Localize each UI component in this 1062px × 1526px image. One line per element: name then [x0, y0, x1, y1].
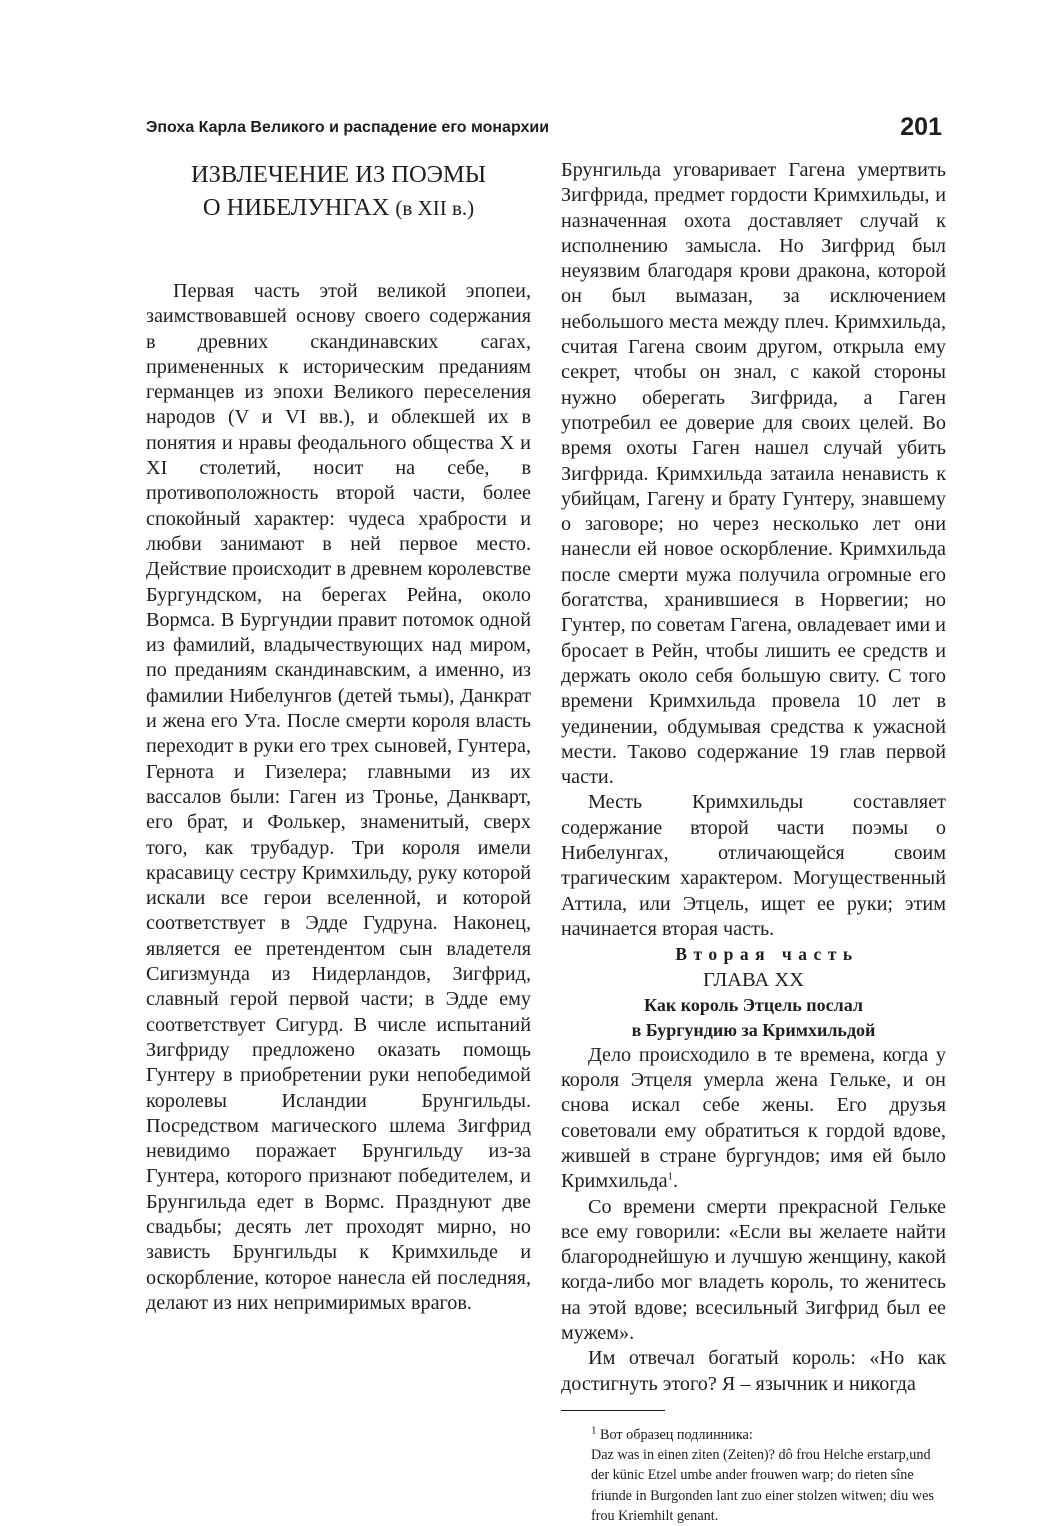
chapter-title-line1: Как король Этцель послал [644, 994, 863, 1015]
article-title-date: (в XII в.) [395, 196, 475, 220]
running-head-title: Эпоха Карла Великого и распадение его монархии [146, 119, 550, 136]
footnote-number: 1 [591, 1424, 597, 1437]
footnote-intro [591, 1425, 946, 1445]
chapter-paragraph-1-end: . [673, 1170, 679, 1193]
intro-paragraph-2: Месть Кримхильды составляет содержание второй части поэмы о Нибелунгах, отличающейся своим трагическим характером. Могущественный Аттила, или Этцель, ищет ее руки; этим начинается вторая часть. [561, 791, 946, 940]
article-title [146, 158, 531, 225]
article-title-line2: О НИБЕЛУНГАХ [202, 194, 390, 221]
chapter-label: ГЛАВА XX [703, 968, 804, 991]
footnote-intro-text: Вот образец подлинника: [600, 1426, 753, 1443]
running-head [146, 113, 942, 146]
page-number: 201 [900, 113, 942, 141]
intro-paragraph-1-part-a: Первая часть этой великой эпопеи, заимствовавшей основу своего содержания в древних скандинавских сагах, примененных к историческим преданиям германцев из эпохи Великого переселения народов (V и VI вв.), и облекшей их в понятия и нравы феодального общества X и XI столетий, носит на себе, в противоположность второй части, более спокойный характер: чудеса храбрости и любви занимают в ней первое место. Действие происходит в древнем королевстве Бургундском, на берегах Рейна, около Вормса. В Бургундии правит потомок одной из фамилий, владычествующих над миром, по преданиям скандинавским, а именно, из фамилии Нибелунгов (детей тьмы), Данкрат и жена его Ута. После смерти короля власть переходит в руки его трех сыновей, Гунтера, Гернота и Гизелера; главными из их вассалов были: Гаген из Тронье, Данкварт, его брат, и Фолькер, знаменитый, сверх того, как трубадур. Три короля имели красавицу сестру Кримхильду, руку которой искали все герои вселенной, и которой соответствует в Эдде Гудруна. Наконец, является ее претендентом сын владетеля Сигизмунда из Нидерландов, Зигфрид, славный герой первой части; в Эдде ему соответствует Сигурд. В числе испытаний Зигфриду предложено оказать помощь Гунтеру в приобретении руки непобедимой королевы Исландии Брунгильды. Посредством магического шлема Зигфрид невидимо поражает Брунгильду из-за Гунтера, которого признают победителем, и Брунгильда едет в Вормс. Празднуют две свадьбы; десять лет проходят мирно, но зависть Брунгильды к Кримхильде и оскорбление, которое нанесла ей последняя, делают из них непримиримых врагов. [146, 280, 531, 1314]
footnote-text: Daz was in einen ziten (Zeiten)? dô frou Helche erstarp,und der künic Etzel umbe ander frouwen warp; do rieten sîne friunde in Burgonden lant zuo einer stolzen witwen; diu wes frou Kriemhilt genant. [591, 1447, 934, 1524]
chapter-paragraph-1 [561, 1043, 946, 1195]
part-label: Вторая часть [675, 944, 859, 965]
chapter-paragraph-3: Им отвечал богатый король: «Но как достигнуть этого? Я – язычник и никогда [561, 1347, 946, 1395]
chapter-paragraph-2: Со времени смерти прекрасной Гельке все ему говорили: «Если вы желаете найти благороднейшую и лучшую женщину, какой когда-либо мог владеть король, то женитесь на этой вдове; всесильный Зигфрид был ее мужем». [561, 1195, 946, 1345]
chapter-title-line2: в Бургундию за Кримхильдой [631, 1019, 876, 1040]
footnote [561, 1425, 946, 1526]
intro-paragraph-1-part-b: Брунгильда уговаривает Гагена умертвить Зигфрида, предмет гордости Кримхильды, и назначенная охота доставляет случай к исполнению замысла. Но Зигфрид был неуязвим благодаря крови дракона, которой он был вымазан, за исключением небольшого места между плеч. Кримхильда, считая Гагена своим другом, открыла ему секрет, чтобы он знал, с какой стороны нужно оберегать Зигфрида, а Гаген употребил ее доверие для своих целей. Во время охоты Гаген нашел случай убить Зигфрида. Кримхильда затаила ненависть к убийцам, Гагену и брату Гунтеру, знавшему о заговоре; но через несколько лет они нанесли ей новое оскорбление. Кримхильда после смерти мужа получила огромные его богатства, хранившиеся в Норвегии; но Гунтер, по советам Гагена, овладевает ими и бросает в Рейн, чтобы лишить ее средств и держать около себя большую свиту. С того времени Кримхильда провела 10 лет в уединении, обдумывая средства к ужасной мести. Таково содержание 19 глав первой части. [561, 159, 946, 789]
left-column [146, 158, 531, 1316]
footnote-ref[interactable]: 1 [667, 1170, 674, 1183]
footnote-divider [561, 1410, 665, 1411]
article-title-line1: ИЗВЛЕЧЕНИЕ ИЗ ПОЭМЫ [190, 161, 487, 188]
chapter-title [561, 993, 946, 1043]
chapter-paragraph-1-text: Дело происходило в те времена, когда у короля Этцеля умерла жена Гельке, и он снова искал себе жены. Его друзья советовали ему обратиться к гордой вдове, жившей в стране бургундов; имя ей было Кримхильда [561, 1043, 946, 1193]
right-column [561, 158, 946, 1526]
